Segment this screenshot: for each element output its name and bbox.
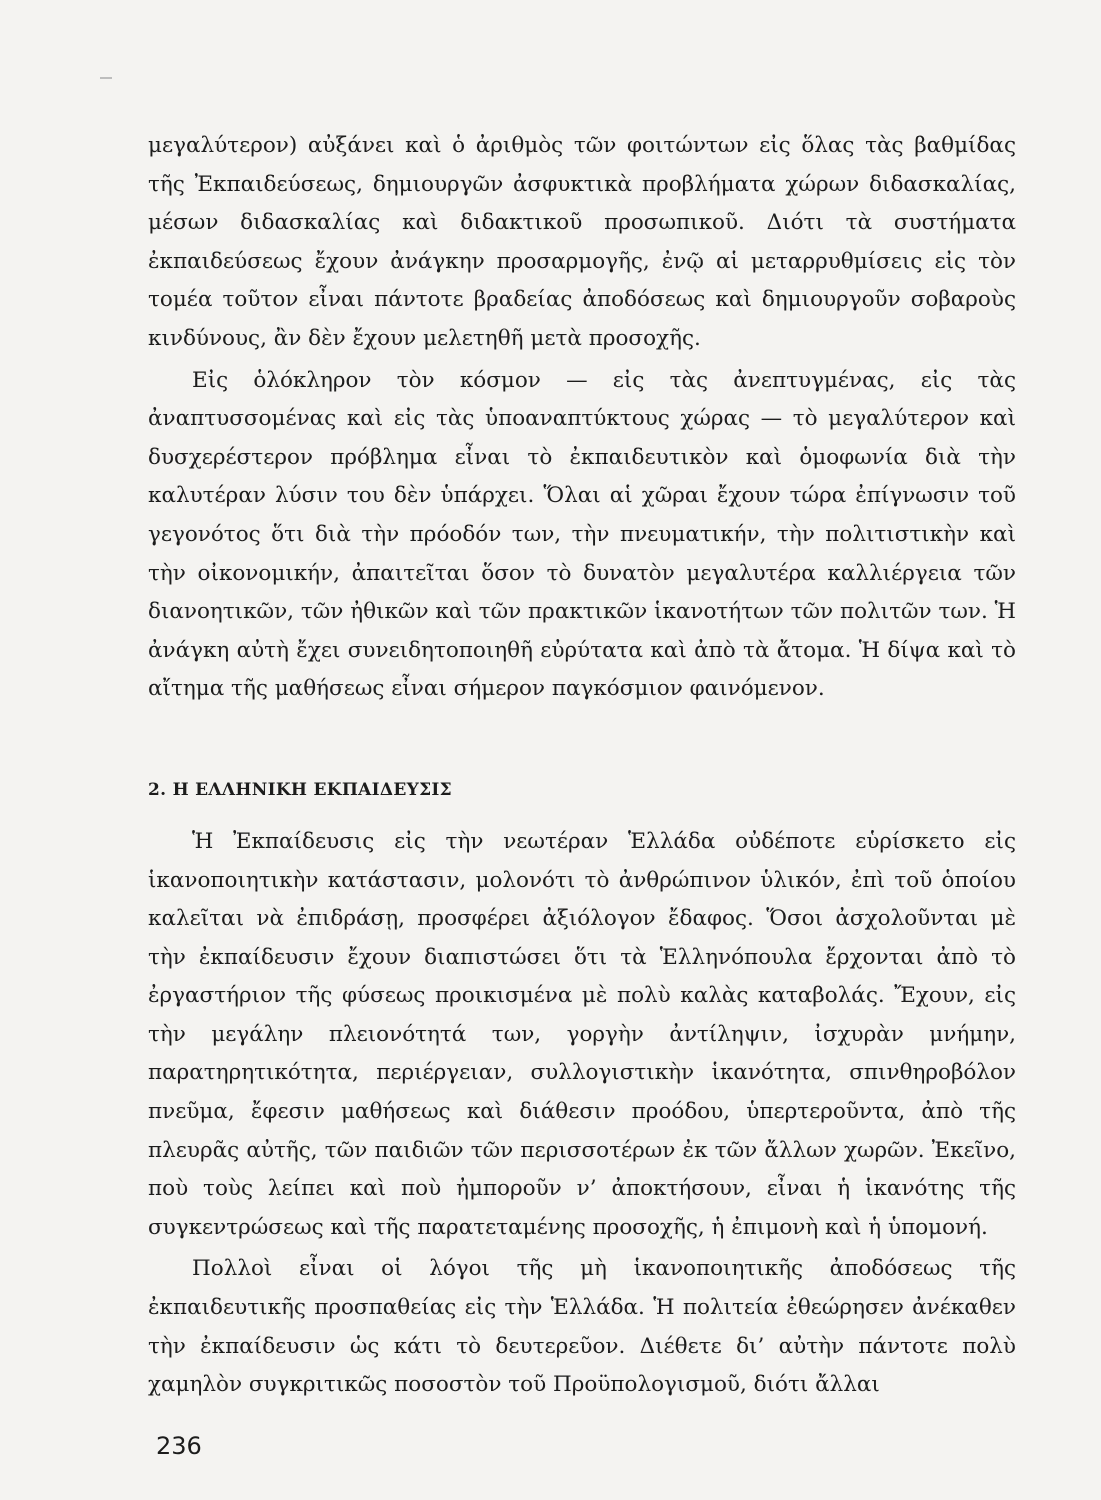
paragraph-world-education: Εἰς ὁλόκληρον τὸν κόσμον — εἰς τὰς ἀνεπτυγμένας, εἰς τὰς ἀναπτυσσομένας καὶ εἰς τὰς ὑποαναπτύκτους χώρας — τὸ μεγαλύτερον καὶ δυσχερέστερον πρόβλημα εἶναι τὸ ἐκπαιδευτικὸν καὶ ὁμοφωνία διὰ τὴν καλυτέραν λύσιν του δὲν ὑπάρχει. Ὅλαι αἱ χῶραι ἔχουν τώρα ἐπίγνωσιν τοῦ γεγονότος ὅτι διὰ τὴν πρόοδόν των, τὴν πνευματικήν, τὴν πολιτιστικὴν καὶ τὴν οἰκονομικήν, ἀπαιτεῖται ὅσον τὸ δυνατὸν μεγαλυτέρα καλλιέργεια τῶν διανοητικῶν, τῶν ἠθικῶν καὶ τῶν πρακτικῶν ἱκανοτήτων τῶν πολιτῶν των. Ἡ ἀνάγκη αὐτὴ ἔχει συνειδητοποιηθῆ εὐρύτατα καὶ ἀπὸ τὰ ἄτομα. Ἡ δίψα καὶ τὸ αἴτημα τῆς μαθήσεως εἶναι σήμερον παγκόσμιον φαινόμενον. [148, 367, 1016, 702]
page-body [148, 127, 1016, 1405]
page-number: 236 [156, 1432, 202, 1460]
section-heading: 2. Η ΕΛΛΗΝΙΚΗ ΕΚΠΑΙΔΕΥΣΙΣ [148, 779, 452, 800]
scan-mark [100, 77, 112, 79]
paragraph-reasons: Πολλοὶ εἶναι οἱ λόγοι τῆς μὴ ἱκανοποιητικῆς ἀποδόσεως τῆς ἐκπαιδευτικῆς προσπαθείας εἰς τὴν Ἑλλάδα. Ἡ πολιτεία ἐθεώρησεν ἀνέκαθεν τὴν ἐκπαίδευσιν ὡς κάτι τὸ δευτερεῦον. Διέθετε δι’ αὐτὴν πάντοτε πολὺ χαμηλὸν συγκριτικῶς ποσοστὸν τοῦ Προϋπολογισμοῦ, διότι ἄλλαι [148, 1256, 1016, 1398]
paragraph-greek-education: Ἡ Ἐκπαίδευσις εἰς τὴν νεωτέραν Ἑλλάδα οὐδέποτε εὑρίσκετο εἰς ἱκανοποιητικὴν κατάστασιν, μολονότι τὸ ἀνθρώπινον ὑλικόν, ἐπὶ τοῦ ὁποίου καλεῖται νὰ ἐπιδράσῃ, προσφέρει ἀξιόλογον ἔδαφος. Ὅσοι ἀσχολοῦνται μὲ τὴν ἐκπαίδευσιν ἔχουν διαπιστώσει ὅτι τὰ Ἑλληνόπουλα ἔρχονται ἀπὸ τὸ ἐργαστήριον τῆς φύσεως προικισμένα μὲ πολὺ καλὰς καταβολάς. Ἔχουν, εἰς τὴν μεγάλην πλειονότητά των, γοργὴν ἀντίληψιν, ἰσχυρὰν μνήμην, παρατηρητικότητα, περιέργειαν, συλλογιστικὴν ἱκανότητα, σπινθηροβόλον πνεῦμα, ἔφεσιν μαθήσεως καὶ διάθεσιν προόδου, ὑπερτεροῦντα, ἀπὸ τῆς πλευρᾶς αὐτῆς, τῶν παιδιῶν τῶν περισσοτέρων ἐκ τῶν ἄλλων χωρῶν. Ἐκεῖνο, ποὺ τοὺς λείπει καὶ ποὺ ἠμποροῦν ν’ ἀποκτήσουν, εἶναι ἡ ἱκανότης τῆς συγκεντρώσεως καὶ τῆς παρατεταμένης προσοχῆς, ἡ ἐπιμονὴ καὶ ἡ ὑπομονή. [148, 828, 1016, 1240]
paragraph-continuation: μεγαλύτερον) αὐξάνει καὶ ὁ ἀριθμὸς τῶν φοιτώντων εἰς ὅλας τὰς βαθμίδας τῆς Ἐκπαιδεύσεως, δημιουργῶν ἀσφυκτικὰ προβλήματα χώρων διδασκαλίας, μέσων διδασκαλίας καὶ διδακτικοῦ προσωπικοῦ. Διότι τὰ συστήματα ἐκπαιδεύσεως ἔχουν ἀνάγκην προσαρμογῆς, ἐνῷ αἱ μεταρρυθμίσεις εἰς τὸν τομέα τοῦτον εἶναι πάντοτε βραδείας ἀποδόσεως καὶ δημιουργοῦν σοβαροὺς κινδύνους, ἂν δὲν ἔχουν μελετηθῆ μετὰ προσοχῆς. [148, 133, 1016, 351]
